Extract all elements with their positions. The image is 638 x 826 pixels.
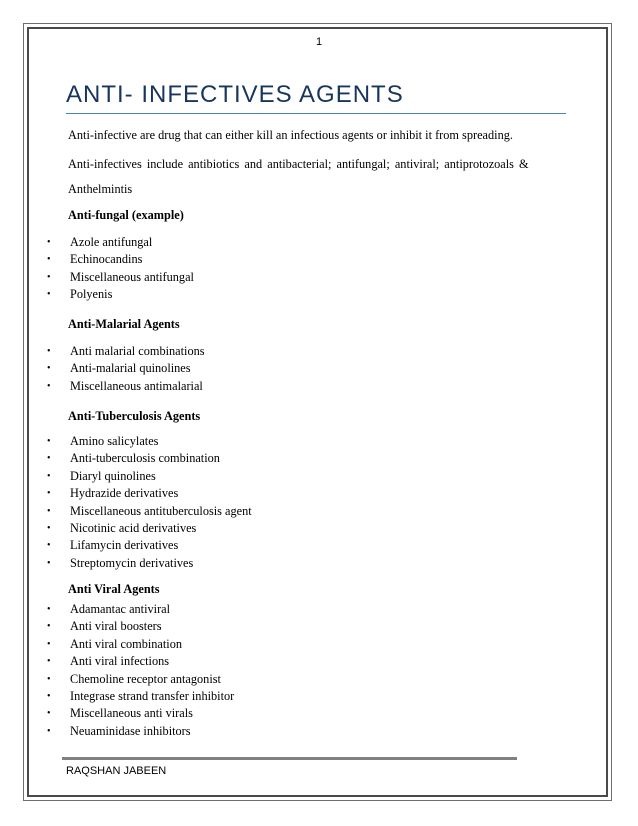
bullet-icon: • <box>47 621 51 633</box>
bullet-icon: • <box>47 725 51 737</box>
intro-line-3: Anthelmintis <box>68 182 133 196</box>
bullet-icon: • <box>47 271 51 283</box>
bullet-icon: • <box>47 540 51 552</box>
document-page: 1 ANTI- INFECTIVES AGENTS Anti-infective are drug that can either kill an infectious agents or inhibit it from spreading. Anti-infectives include antibiotics and antibacterial; antifungal; antiviral; antiprotozoals & Anthelmintis Anti-fungal (example) • Azole antifungal • Echinocandins • Miscellaneous antifungal • Polyenis Anti-Malarial Agents • Anti malarial combinations • Anti-malarial quinolines • Miscellaneous antimalarial Anti-Tuberculosis Agents • Amino salicylates • Anti-tuberculosis combination • Diaryl quinolines • Hydrazide derivatives • Miscellaneous antituberculosis agent • Nicotinic acid derivatives • Lifamycin derivatives • Streptomycin derivatives Anti Viral Agents • Adamantac antiviral • Anti viral boosters • Anti viral combination • Anti viral infections • Chemoline receptor antagonist • Integrase strand transfer inhibitor • Miscellaneous anti virals • Neuaminidase inhibitors RAQSHAN JABEEN <box>0 0 638 826</box>
bullet-icon: • <box>47 557 51 569</box>
heading-antifungal: Anti-fungal (example) <box>68 208 184 222</box>
bullet-icon: • <box>47 363 51 375</box>
bullet-icon: • <box>47 673 51 685</box>
bullet-icon: • <box>47 505 51 517</box>
footer-author: RAQSHAN JABEEN <box>66 765 167 777</box>
bullet-icon: • <box>47 604 51 615</box>
heading-antimalarial: Anti-Malarial Agents <box>68 317 180 331</box>
intro-line-1: Anti-infective are drug that can either kill an infectious agents or inhibit it from spreading. <box>68 128 513 142</box>
bullet-icon: • <box>47 522 51 534</box>
bullet-icon: • <box>47 254 51 266</box>
bullet-icon: • <box>47 346 51 357</box>
bullet-icon: • <box>47 638 51 650</box>
bullet-icon: • <box>47 380 51 392</box>
heading-antituberculosis: Anti-Tuberculosis Agents <box>68 409 201 423</box>
heading-antiviral: Anti Viral Agents <box>68 582 160 596</box>
bullet-icon: • <box>47 656 51 668</box>
bullet-icon: • <box>47 237 51 248</box>
bullet-icon: • <box>47 470 51 482</box>
footer-rule <box>62 757 517 760</box>
bullet-icon: • <box>47 690 51 702</box>
page-number: 1 <box>315 36 323 48</box>
bullet-icon: • <box>47 488 51 500</box>
bullet-icon: • <box>47 708 51 720</box>
title-underline <box>66 113 566 114</box>
bullet-icon: • <box>47 436 51 447</box>
bullet-icon: • <box>47 453 51 465</box>
intro-line-2: Anti-infectives include antibiotics and antibacterial; antifungal; antiviral; antiprotozoals & <box>68 157 529 171</box>
bullet-icon: • <box>47 289 51 301</box>
page-title: ANTI- INFECTIVES AGENTS <box>66 81 404 108</box>
